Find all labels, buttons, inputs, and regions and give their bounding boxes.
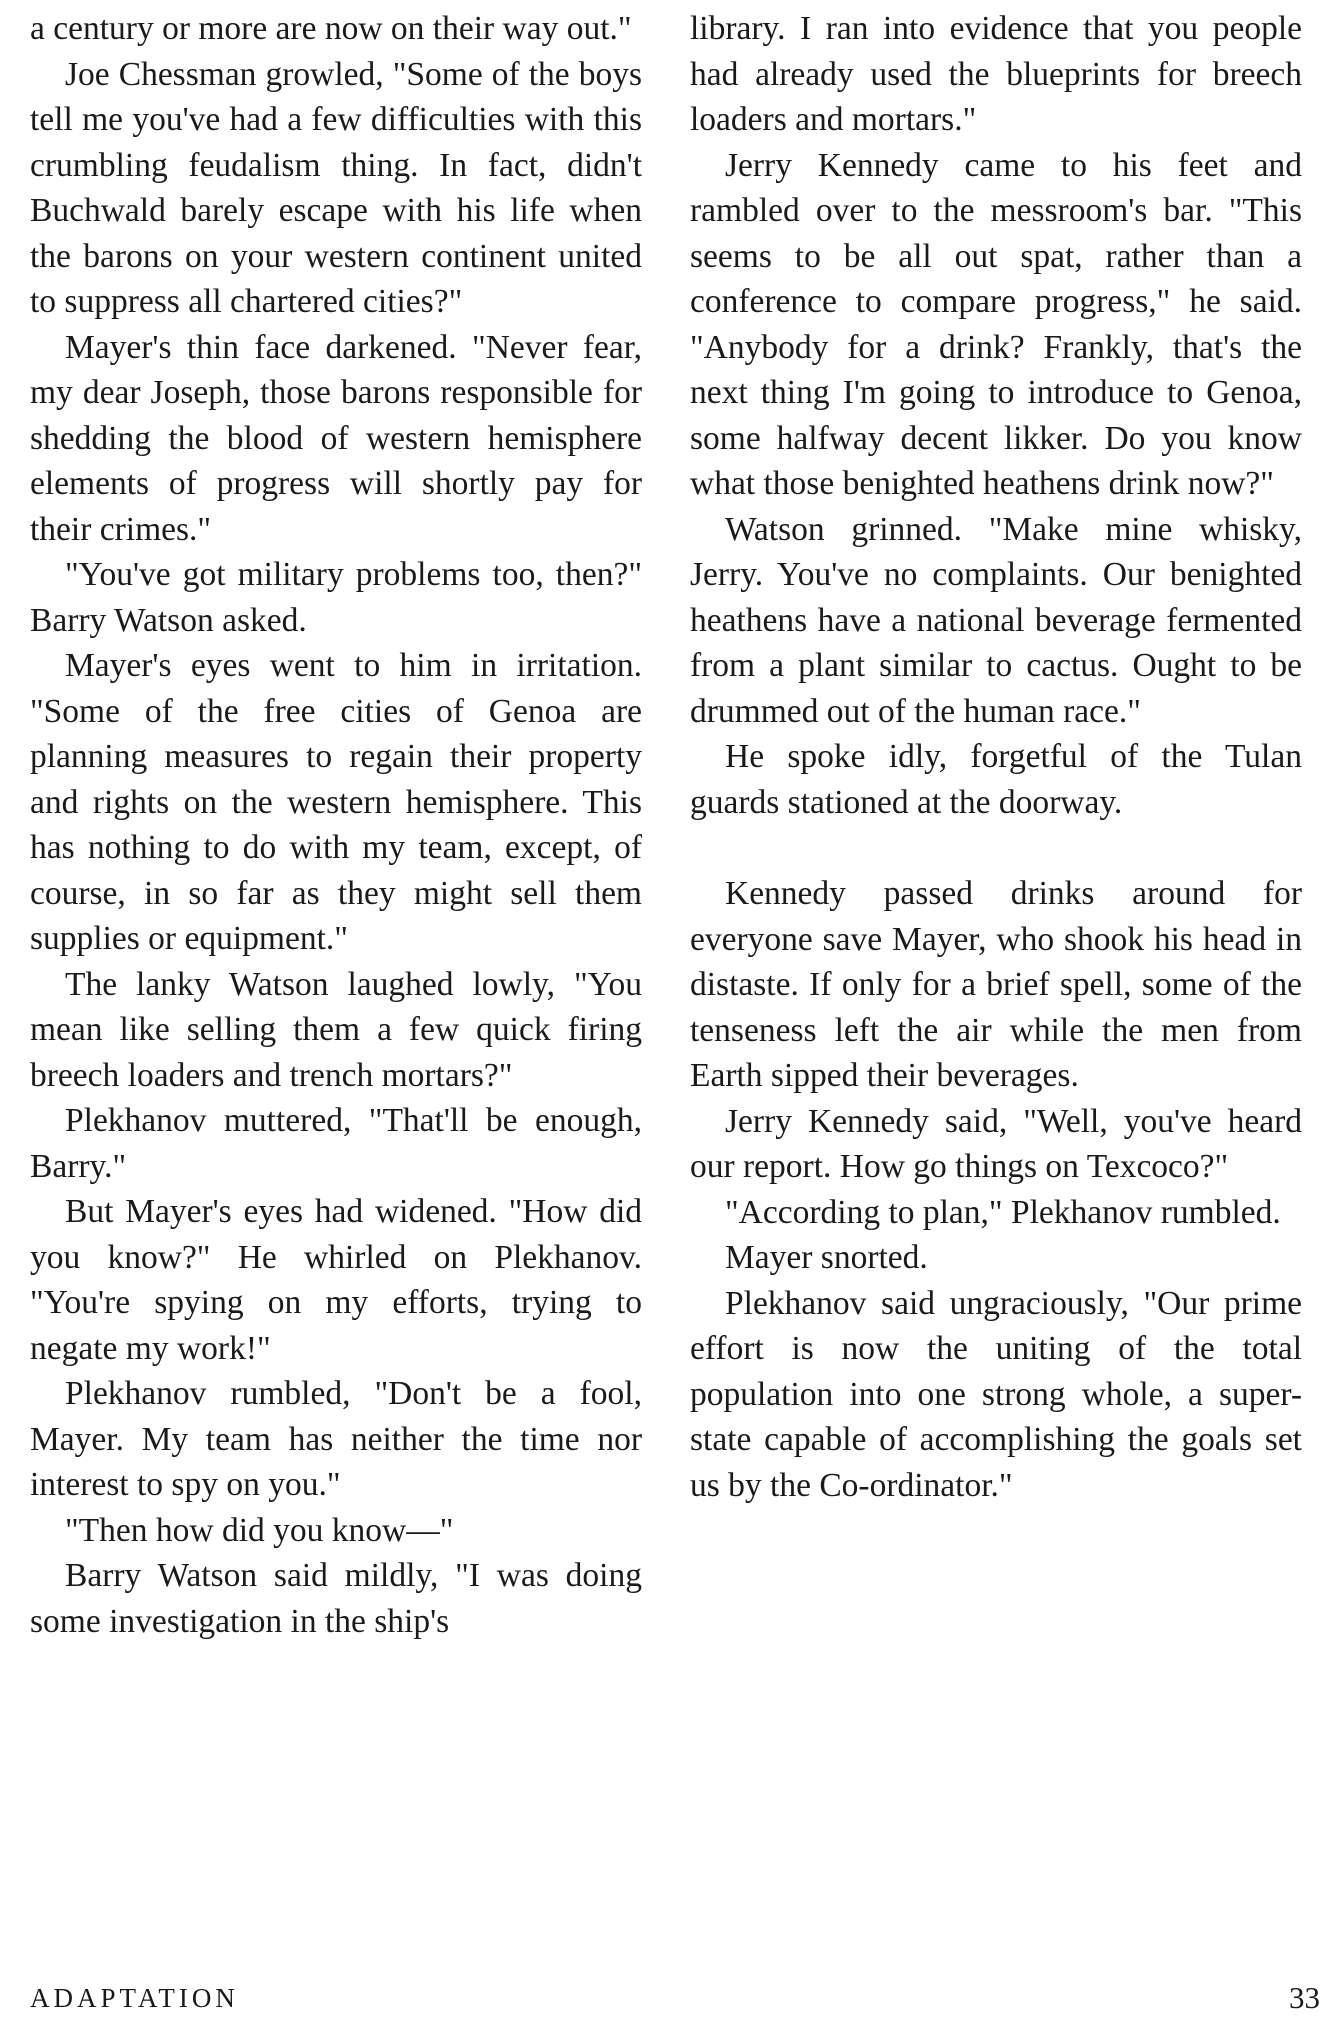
paragraph: He spoke idly, forgetful of the Tulan guards stationed at the doorway.: [690, 738, 1302, 821]
paragraph: Mayer snorted.: [725, 1239, 928, 1276]
paragraph: Mayer's eyes went to him in irritation. "Some of the free cities of Genoa are planning measures to regain their property and rights on the western hemisphere. This has nothing to do with my team, except, of course, in so far as they might sell them supplies or equipment.": [30, 647, 642, 957]
left-column: [30, 6, 642, 1644]
paragraph: Plekhanov rumbled, "Don't be a fool, Mayer. My team has neither the time nor interest to spy on you.": [30, 1375, 642, 1503]
paragraph: "Then how did you know—": [65, 1511, 454, 1549]
paragraph: Plekhanov said ungraciously, "Our prime effort is now the uniting of the total population into one strong whole, a super-state capable of accomplishing the goals set us by the Co-ordinator.": [690, 1284, 1302, 1504]
paragraph: Watson grinned. "Make mine whisky, Jerry. You've no complaints. Our benighted heathens have a national beverage fermented from a plant similar to cactus. Ought to be drummed out of the human race.": [690, 510, 1302, 730]
paragraph: Jerry Kennedy said, "Well, you've heard our report. How go things on Texcoco?": [690, 1102, 1302, 1185]
paragraph: "You've got military problems too, then?" Barry Watson asked.: [30, 556, 642, 639]
paragraph: The lanky Watson laughed lowly, "You mean like selling them a few quick firing breech loaders and trench mortars?": [30, 965, 642, 1094]
paragraph: "According to plan," Plekhanov rumbled.: [725, 1193, 1281, 1231]
paragraph: Kennedy passed drinks around for everyone save Mayer, who shook his head in distaste. If only for a brief spell, some of the tenseness left the air while the men from Earth sipped their beverages.: [690, 875, 1302, 1094]
paragraph: Jerry Kennedy came to his feet and rambled over to the messroom's bar. "This seems to be all out spat, rather than a conference to compare progress," he said. "Anybody for a drink? Frankly, that's the next thing I'm going to introduce to Genoa, some halfway decent likker. Do you know what those benighted heathens drink now?": [690, 146, 1302, 502]
paragraph: Plekhanov muttered, "That'll be enough, Barry.": [30, 1102, 642, 1185]
paragraph: But Mayer's eyes had widened. "How did you know?" He whirled on Plekhanov. "You're spying on my efforts, trying to negate my work!": [30, 1193, 642, 1367]
running-head: ADAPTATION: [30, 1983, 239, 2013]
paragraph: a century or more are now on their way out.": [30, 10, 632, 47]
paragraph: library. I ran into evidence that you people had already used the blueprints for breech loaders and mortars.": [690, 10, 1302, 138]
right-column: [690, 6, 1302, 1508]
paragraph: Barry Watson said mildly, "I was doing some investigation in the ship's: [30, 1557, 642, 1640]
paragraph: Mayer's thin face darkened. "Never fear, my dear Joseph, those barons responsible for shedding the blood of western hemisphere elements of progress will shortly pay for their crimes.": [30, 328, 642, 548]
page-footer: [30, 1978, 1320, 2018]
paragraph: Joe Chessman growled, "Some of the boys tell me you've had a few difficulties with this crumbling feudalism thing. In fact, didn't Buchwald barely escape with his life when the barons on your western continent united to suppress all chartered cities?": [30, 55, 642, 320]
page-number: 33: [1289, 1980, 1320, 2015]
